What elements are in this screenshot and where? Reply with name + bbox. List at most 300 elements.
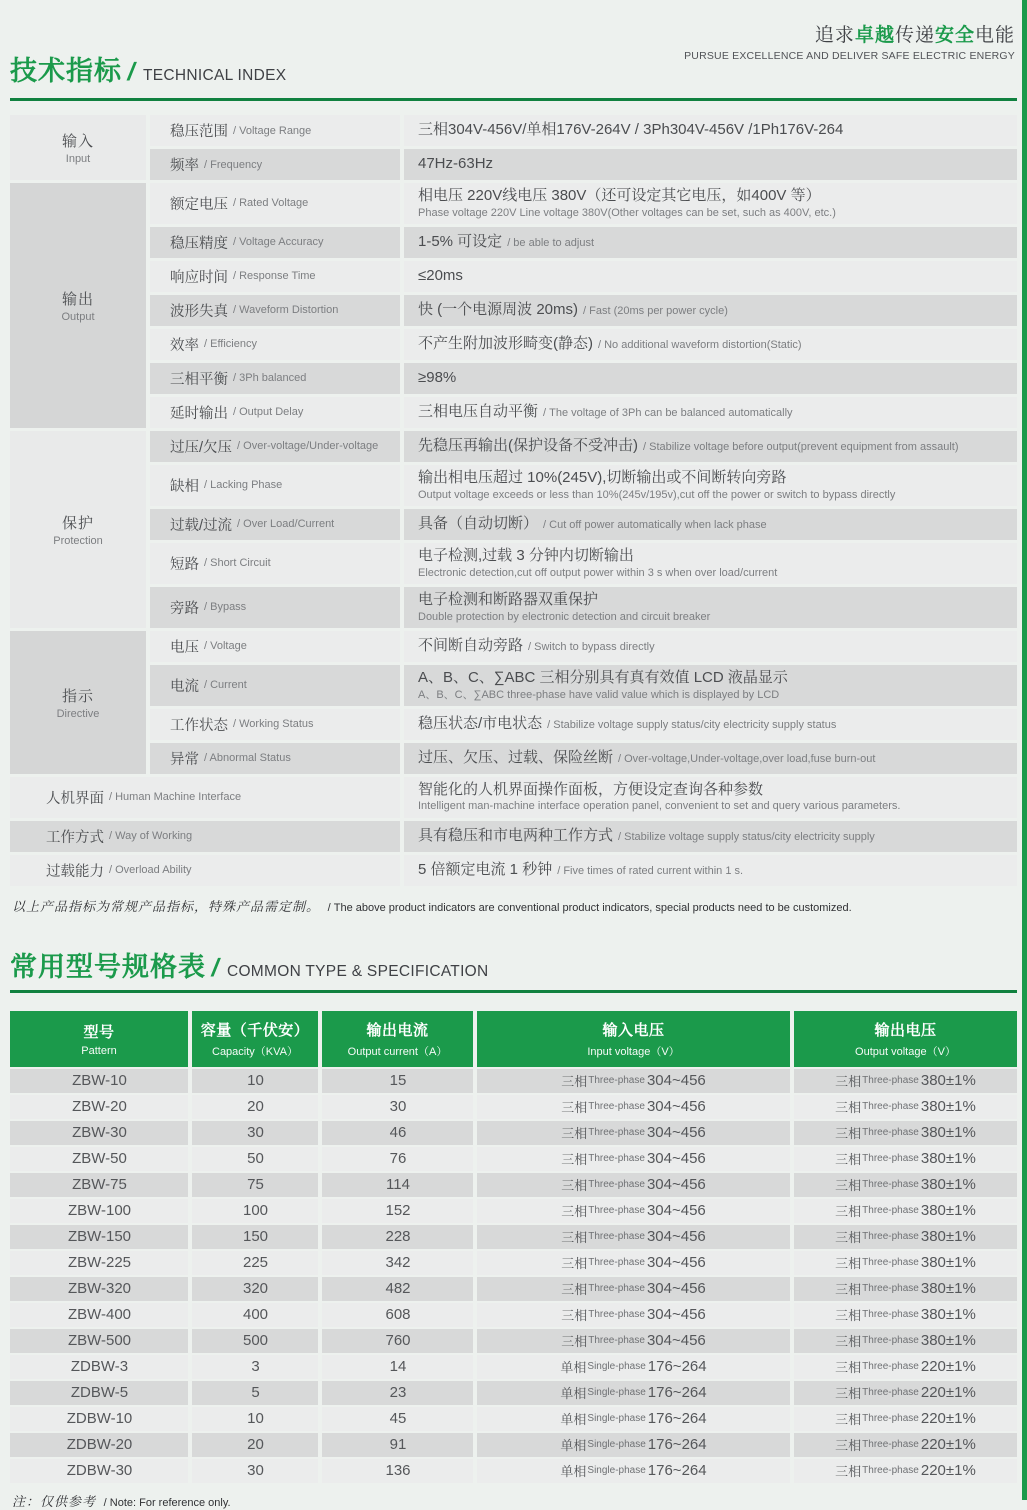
tech-row-value-main	[418, 187, 1009, 206]
spec-input-voltage-value: 176~264	[647, 1384, 707, 1402]
tech-row-value-text: 智能化的人机界面操作面板，方便设定查询各种参数	[418, 780, 764, 798]
spec-output-voltage-value: 380±1%	[920, 1254, 976, 1272]
tech-row-value-en-inline: / be able to adjust	[507, 237, 595, 250]
spec-cell-output-voltage	[794, 1251, 1017, 1275]
section-divider-line	[10, 98, 1017, 101]
tech-row-value	[404, 743, 1017, 774]
spec-cell-output-current	[322, 1407, 473, 1431]
tech-row-value-main	[418, 637, 1009, 656]
spec-output-phase-cn: 三相	[835, 1230, 862, 1246]
spec-section-title	[10, 945, 1017, 984]
tech-row-value-text: 相电压 220V线电压 380V（还可设定其它电压，如400V 等）	[418, 187, 821, 204]
spec-cell-output-voltage	[794, 1095, 1017, 1119]
spec-input-phase-en: Single-phase	[587, 1361, 646, 1373]
common-type-spec-table	[10, 1011, 1017, 1483]
spec-output-phase-en: Three-phase	[862, 1075, 919, 1087]
spec-cell-output-current	[322, 1147, 473, 1171]
spec-cell-input-voltage	[477, 1121, 790, 1145]
spec-cell-model	[10, 1355, 188, 1379]
tech-row-label-cn: 波形失真	[170, 303, 228, 320]
spec-output-current: 114	[386, 1176, 410, 1194]
spec-cell-capacity	[192, 1329, 318, 1353]
spec-input-phase-en: Three-phase	[588, 1101, 645, 1113]
tech-row-value	[404, 227, 1017, 258]
tech-row-label-en: / Working Status	[233, 718, 314, 731]
spec-cell-model	[10, 1225, 188, 1249]
tech-row-label	[150, 543, 400, 584]
spec-capacity: 225	[242, 1254, 269, 1272]
tech-row-label	[150, 743, 400, 774]
tech-row-value-main	[418, 781, 1009, 800]
spec-input-phase-cn: 三相	[561, 1152, 588, 1168]
tech-row-label-cn: 电流	[170, 678, 199, 695]
tech-row-value-en-inline: / Stabilize voltage supply status/city electricity supply	[618, 830, 875, 843]
tech-row-label-cn: 响应时间	[170, 269, 228, 286]
tech-row-value	[404, 509, 1017, 540]
tech-row-value	[404, 295, 1017, 326]
spec-cell-input-voltage	[477, 1147, 790, 1171]
tech-row-label-cn: 额定电压	[170, 196, 228, 213]
spec-cell-output-current	[322, 1355, 473, 1379]
spec-output-phase-cn: 三相	[835, 1412, 862, 1428]
spec-cell-output-voltage	[794, 1459, 1017, 1483]
spec-output-phase-cn: 三相	[835, 1308, 862, 1324]
spec-cell-output-voltage	[794, 1277, 1017, 1301]
tech-row-value-main	[418, 827, 1009, 846]
spec-cell-input-voltage	[477, 1433, 790, 1457]
tech-row-label-en: / Way of Working	[109, 830, 193, 843]
tech-row-label	[150, 261, 400, 292]
tech-row-value-en-inline: / The voltage of 3Ph can be balanced automatically	[543, 407, 793, 420]
tech-row-label-cn: 短路	[170, 556, 199, 573]
spec-cell-input-voltage	[477, 1407, 790, 1431]
spec-cell-model	[10, 1199, 188, 1223]
spec-output-voltage-value: 220±1%	[920, 1410, 976, 1428]
tech-row-label-cn: 旁路	[170, 600, 199, 617]
spec-input-phase-en: Three-phase	[588, 1335, 645, 1347]
spec-output-current: 46	[389, 1124, 407, 1142]
tech-row-value-main	[418, 515, 1009, 534]
spec-section-header	[10, 945, 1017, 993]
tech-row-value	[404, 543, 1017, 584]
spec-cell-model	[10, 1407, 188, 1431]
spec-output-phase-cn: 三相	[835, 1178, 862, 1194]
spec-cell-output-voltage	[794, 1069, 1017, 1093]
spec-model: ZBW-225	[67, 1254, 132, 1272]
spec-output-phase-en: Three-phase	[862, 1465, 919, 1477]
tech-row-value-en-inline: / Over-voltage,Under-voltage,over load,fuse burn-out	[618, 752, 876, 765]
spec-cell-capacity	[192, 1147, 318, 1171]
tech-row-value-text: 47Hz-63Hz	[418, 155, 494, 173]
spec-output-voltage-value: 380±1%	[920, 1332, 976, 1350]
tech-group-input	[10, 115, 146, 180]
tech-group-directive	[10, 631, 146, 774]
tech-row-label-cn: 过载能力	[46, 863, 104, 880]
tech-group-label-en: Output	[61, 310, 95, 323]
tech-row-label-en: / Rated Voltage	[233, 197, 309, 210]
title-slash-divider: /	[125, 58, 139, 86]
spec-output-current: 15	[389, 1072, 407, 1090]
spec-input-voltage-value: 304~456	[646, 1072, 706, 1090]
tech-row-label-en: / Frequency	[204, 158, 263, 171]
spec-capacity: 10	[247, 1410, 264, 1428]
tech-row-value-text: 具有稳压和市电两种工作方式	[418, 826, 614, 844]
tech-row-value	[404, 115, 1017, 146]
tech-row-value-en-sub: Phase voltage 220V Line voltage 380V(Other voltages can be set, such as 400V, etc.)	[418, 206, 836, 219]
spec-capacity: 20	[247, 1436, 264, 1454]
technical-index-title-cn: 技术指标	[10, 56, 122, 86]
tech-row-label-en: / 3Ph balanced	[233, 372, 307, 385]
tech-row-label-en: / Voltage Accuracy	[233, 236, 324, 249]
spec-output-voltage-value: 220±1%	[920, 1358, 976, 1376]
spec-output-phase-en: Three-phase	[862, 1283, 919, 1295]
spec-input-phase-cn: 三相	[561, 1178, 588, 1194]
spec-cell-capacity	[192, 1459, 318, 1483]
spec-model: ZBW-150	[67, 1228, 132, 1246]
spec-input-phase-cn: 单相	[560, 1438, 587, 1454]
spec-col-header-cn: 输入电压	[602, 1021, 665, 1039]
spec-input-phase-en: Three-phase	[588, 1205, 645, 1217]
tech-row-value-main	[418, 301, 1009, 320]
tech-row-label-cn: 电压	[170, 639, 199, 656]
tech-row-value-main	[418, 669, 1009, 688]
spec-model: ZBW-20	[72, 1098, 127, 1116]
spec-output-phase-cn: 三相	[835, 1152, 862, 1168]
tech-row-value-en-sub: Double protection by electronic detection and circuit breaker	[418, 610, 711, 623]
tech-row-value-text: 不产生附加波形畸变(静态)	[418, 335, 593, 353]
tech-row-label-en: / Abnormal Status	[204, 752, 291, 765]
spec-input-phase-en: Three-phase	[588, 1283, 645, 1295]
tech-row-label	[150, 363, 400, 394]
spec-cell-capacity	[192, 1433, 318, 1457]
tech-row-label-cn: 异常	[170, 751, 199, 768]
tech-row-label-en: / Output Delay	[233, 406, 304, 419]
tech-row-value-text: 5 倍额定电流 1 秒钟	[418, 860, 553, 878]
spec-capacity: 150	[242, 1228, 269, 1246]
tech-row-value-en-inline: / Stabilize voltage supply status/city electricity supply status	[547, 718, 837, 731]
tech-row-label-cn: 工作方式	[46, 829, 104, 846]
spec-cell-model	[10, 1095, 188, 1119]
spec-input-voltage-value: 304~456	[646, 1280, 706, 1298]
tech-row-label	[150, 431, 400, 462]
tech-group-label-cn: 保护	[61, 514, 94, 532]
spec-model: ZBW-10	[72, 1072, 127, 1090]
spec-model: ZDBW-5	[70, 1384, 129, 1402]
spec-cell-output-current	[322, 1095, 473, 1119]
spec-input-phase-cn: 三相	[561, 1256, 588, 1272]
spec-capacity: 30	[247, 1124, 264, 1142]
spec-input-voltage-value: 304~456	[646, 1124, 706, 1142]
tech-group-output	[10, 183, 146, 428]
spec-output-phase-en: Three-phase	[862, 1101, 919, 1113]
tech-row-value-text: 三相304V-456V/单相176V-264V / 3Ph304V-456V /1Ph176V-264	[418, 121, 844, 139]
spec-cell-output-current	[322, 1069, 473, 1093]
tech-row-value-main	[418, 335, 1009, 354]
spec-cell-model	[10, 1381, 188, 1405]
tech-row-value-main	[418, 155, 1009, 174]
spec-col-header-en: Output voltage（V）	[855, 1045, 956, 1058]
spec-cell-model	[10, 1069, 188, 1093]
spec-output-phase-en: Three-phase	[862, 1309, 919, 1321]
spec-capacity: 75	[247, 1176, 264, 1194]
brand-slogan	[684, 20, 1015, 62]
spec-output-phase-en: Three-phase	[862, 1335, 919, 1347]
spec-input-phase-cn: 单相	[560, 1360, 587, 1376]
spec-cell-input-voltage	[477, 1381, 790, 1405]
tech-row-value	[404, 665, 1017, 706]
page-header	[10, 0, 1017, 92]
spec-cell-input-voltage	[477, 1225, 790, 1249]
spec-input-voltage-value: 304~456	[646, 1228, 706, 1246]
tech-row-value-text: ≤20ms	[418, 267, 463, 285]
spec-cell-output-current	[322, 1329, 473, 1353]
spec-section-title-cn: 常用型号规格表	[10, 951, 206, 982]
spec-model: ZBW-400	[67, 1306, 132, 1324]
tech-row-value-en-inline: / Fast (20ms per power cycle)	[583, 305, 728, 318]
spec-cell-capacity	[192, 1277, 318, 1301]
spec-output-voltage-value: 380±1%	[920, 1202, 976, 1220]
spec-output-current: 152	[385, 1202, 411, 1220]
tech-row-value-main	[418, 469, 1009, 488]
tech-row-value-main	[418, 369, 1009, 388]
spec-model: ZBW-500	[67, 1332, 132, 1350]
spec-capacity: 500	[242, 1332, 269, 1350]
technical-table-note-en: / The above product indicators are conventional product indicators, special products need to be customized.	[327, 901, 852, 914]
tech-row-value	[404, 431, 1017, 462]
spec-input-voltage-value: 304~456	[646, 1176, 706, 1194]
spec-input-phase-en: Three-phase	[588, 1231, 645, 1243]
spec-input-phase-cn: 三相	[561, 1126, 588, 1142]
spec-output-phase-en: Three-phase	[862, 1179, 919, 1191]
spec-cell-capacity	[192, 1303, 318, 1327]
spec-input-phase-en: Three-phase	[588, 1153, 645, 1165]
tech-row-value-text: 过压、欠压、过载、保险丝断	[418, 748, 614, 766]
slogan-part: 追求	[814, 25, 855, 46]
tech-row-label	[150, 149, 400, 180]
tech-row-label	[150, 115, 400, 146]
slogan-part: 传递	[894, 25, 935, 46]
spec-output-voltage-value: 380±1%	[920, 1098, 976, 1116]
spec-output-voltage-value: 380±1%	[920, 1072, 976, 1090]
spec-cell-output-current	[322, 1381, 473, 1405]
spec-output-phase-cn: 三相	[835, 1256, 862, 1272]
tech-row-value-en-sub: Intelligent man-machine interface operation panel, convenient to set and query various parameters.	[418, 800, 901, 813]
spec-output-current: 342	[385, 1254, 411, 1272]
spec-input-phase-cn: 单相	[560, 1412, 587, 1428]
tech-row-value	[404, 855, 1017, 886]
spec-output-current: 91	[389, 1436, 407, 1454]
tech-group-protection	[10, 431, 146, 628]
spec-cell-model	[10, 1459, 188, 1483]
spec-cell-input-voltage	[477, 1277, 790, 1301]
spec-output-voltage-value: 380±1%	[920, 1124, 976, 1142]
spec-col-header-1	[192, 1011, 318, 1067]
spec-input-phase-en: Single-phase	[587, 1387, 646, 1399]
spec-input-voltage-value: 304~456	[646, 1150, 706, 1168]
tech-row-value-main	[418, 437, 1009, 456]
tech-row-label-cn: 稳压范围	[170, 124, 228, 140]
spec-model: ZBW-100	[67, 1202, 132, 1220]
spec-cell-output-current	[322, 1173, 473, 1197]
spec-input-phase-en: Three-phase	[588, 1075, 645, 1087]
spec-output-phase-en: Three-phase	[862, 1387, 919, 1399]
spec-output-current: 608	[385, 1306, 411, 1324]
spec-cell-capacity	[192, 1173, 318, 1197]
spec-cell-capacity	[192, 1225, 318, 1249]
spec-output-voltage-value: 220±1%	[920, 1384, 976, 1402]
spec-col-header-en: Capacity（KVA）	[212, 1045, 298, 1058]
spec-table-note-en: / Note: For reference only.	[103, 1496, 231, 1509]
tech-row-label	[10, 855, 400, 886]
spec-cell-capacity	[192, 1251, 318, 1275]
tech-row-value-text: 电子检测和断路器双重保护	[418, 590, 599, 608]
technical-index-title	[10, 49, 286, 88]
spec-output-phase-en: Three-phase	[862, 1153, 919, 1165]
spec-model: ZDBW-30	[66, 1462, 133, 1480]
spec-input-phase-cn: 三相	[561, 1230, 588, 1246]
spec-cell-model	[10, 1277, 188, 1301]
spec-cell-input-voltage	[477, 1095, 790, 1119]
spec-capacity: 50	[247, 1150, 264, 1168]
spec-output-phase-cn: 三相	[835, 1100, 862, 1116]
technical-index-table	[10, 115, 1017, 886]
spec-cell-output-voltage	[794, 1329, 1017, 1353]
spec-col-header-4	[794, 1011, 1017, 1067]
spec-input-phase-en: Single-phase	[587, 1465, 646, 1477]
spec-cell-output-voltage	[794, 1225, 1017, 1249]
tech-row-value	[404, 587, 1017, 628]
spec-output-current: 136	[385, 1462, 411, 1480]
spec-cell-capacity	[192, 1095, 318, 1119]
page-edge-accent-strip	[1022, 0, 1027, 1500]
spec-cell-capacity	[192, 1121, 318, 1145]
tech-row-value-text: 电子检测,过载 3 分钟内切断输出	[418, 546, 634, 564]
spec-output-phase-en: Three-phase	[862, 1127, 919, 1139]
tech-row-value-en-inline: / Five times of rated current within 1 s.	[557, 864, 744, 877]
spec-col-header-en: Output current（A）	[347, 1045, 448, 1058]
spec-section-title-en: COMMON TYPE & SPECIFICATION	[226, 962, 489, 980]
spec-model: ZBW-30	[72, 1124, 127, 1142]
tech-group-label-en: Protection	[53, 534, 103, 547]
spec-input-voltage-value: 176~264	[647, 1436, 707, 1454]
section-divider-line	[10, 990, 1017, 993]
spec-col-header-2	[322, 1011, 473, 1067]
spec-table-note	[12, 1491, 1017, 1510]
tech-row-value-text: 具备（自动切断）	[418, 515, 539, 532]
tech-row-label	[10, 821, 400, 852]
spec-capacity: 320	[242, 1280, 269, 1298]
tech-row-label-cn: 延时输出	[170, 405, 228, 422]
spec-col-header-cn: 输出电流	[366, 1021, 429, 1039]
technical-table-note-cn: 以上产品指标为常规产品指标，特殊产品需定制。	[12, 899, 321, 915]
tech-row-label-en: / Response Time	[233, 270, 316, 283]
spec-output-phase-cn: 三相	[835, 1334, 862, 1350]
spec-cell-output-current	[322, 1303, 473, 1327]
tech-row-value-main	[418, 715, 1009, 734]
spec-input-phase-en: Single-phase	[587, 1413, 646, 1425]
spec-output-voltage-value: 380±1%	[920, 1306, 976, 1324]
spec-model: ZDBW-10	[66, 1410, 133, 1428]
spec-cell-output-voltage	[794, 1433, 1017, 1457]
spec-output-voltage-value: 380±1%	[920, 1228, 976, 1246]
spec-input-phase-cn: 单相	[560, 1464, 587, 1480]
spec-cell-capacity	[192, 1069, 318, 1093]
spec-output-current: 228	[385, 1228, 411, 1246]
tech-row-label-cn: 人机界面	[46, 790, 104, 807]
slogan-part: 卓越	[854, 25, 895, 46]
spec-col-header-en: Pattern	[81, 1044, 117, 1057]
tech-row-label-cn: 效率	[170, 337, 199, 354]
spec-output-phase-cn: 三相	[835, 1074, 862, 1090]
brand-slogan-en: PURSUE EXCELLENCE AND DELIVER SAFE ELECTRIC ENERGY	[684, 50, 1015, 62]
spec-output-voltage-value: 380±1%	[920, 1176, 976, 1194]
spec-col-header-en: Input voltage（V）	[587, 1045, 680, 1058]
tech-row-label-cn: 工作状态	[170, 717, 228, 734]
spec-output-voltage-value: 380±1%	[920, 1280, 976, 1298]
tech-row-value	[404, 709, 1017, 740]
spec-output-current: 30	[389, 1098, 407, 1116]
tech-row-value-en-sub: Output voltage exceeds or less than 10%(245v/195v),cut off the power or switch to bypass directly	[418, 488, 896, 501]
spec-input-phase-en: Three-phase	[588, 1257, 645, 1269]
spec-output-phase-en: Three-phase	[862, 1361, 919, 1373]
spec-capacity: 100	[242, 1202, 269, 1220]
spec-output-phase-cn: 三相	[835, 1438, 862, 1454]
tech-row-value	[404, 149, 1017, 180]
technical-table-note	[12, 896, 1017, 915]
spec-cell-output-voltage	[794, 1303, 1017, 1327]
tech-row-value-text: A、B、C、∑ABC 三相分别具有真有效值 LCD 液晶显示	[418, 668, 788, 686]
tech-row-value-en-sub: A、B、C、∑ABC three-phase have valid value which is displayed by LCD	[418, 688, 780, 701]
spec-output-phase-cn: 三相	[835, 1282, 862, 1298]
spec-cell-capacity	[192, 1355, 318, 1379]
spec-output-current: 14	[389, 1358, 407, 1376]
tech-row-label-cn: 缺相	[170, 478, 199, 495]
tech-row-value-en-sub: Electronic detection,cut off output power within 3 s when over load/current	[418, 566, 778, 579]
spec-output-current: 23	[389, 1384, 407, 1402]
spec-input-phase-en: Three-phase	[588, 1127, 645, 1139]
tech-group-label-cn: 输出	[61, 290, 94, 308]
tech-row-value-main	[418, 547, 1009, 566]
tech-row-label	[150, 295, 400, 326]
spec-cell-input-voltage	[477, 1251, 790, 1275]
spec-cell-capacity	[192, 1199, 318, 1223]
tech-row-label	[150, 183, 400, 224]
spec-cell-input-voltage	[477, 1199, 790, 1223]
spec-cell-input-voltage	[477, 1069, 790, 1093]
slogan-part: 电能	[974, 25, 1015, 46]
spec-capacity: 3	[251, 1358, 260, 1376]
tech-row-label-cn: 过载/过流	[170, 517, 233, 534]
spec-cell-model	[10, 1329, 188, 1353]
spec-col-header-3	[477, 1011, 790, 1067]
spec-cell-input-voltage	[477, 1173, 790, 1197]
spec-cell-output-voltage	[794, 1199, 1017, 1223]
tech-row-label-en: / Lacking Phase	[204, 479, 283, 492]
spec-cell-output-voltage	[794, 1355, 1017, 1379]
tech-row-label-en: / Voltage	[204, 640, 247, 653]
spec-output-phase-cn: 三相	[835, 1464, 862, 1480]
technical-index-title-en: TECHNICAL INDEX	[142, 67, 287, 84]
spec-input-voltage-value: 304~456	[646, 1306, 706, 1324]
tech-row-value-text: ≥98%	[418, 369, 457, 387]
spec-input-phase-cn: 三相	[561, 1204, 588, 1220]
spec-cell-model	[10, 1173, 188, 1197]
spec-input-phase-en: Single-phase	[587, 1439, 646, 1451]
spec-input-phase-en: Three-phase	[588, 1309, 645, 1321]
tech-row-label-en: / Bypass	[204, 601, 247, 614]
spec-table-note-cn: 注：仅供参考	[12, 1494, 97, 1510]
tech-row-value-main	[418, 861, 1009, 880]
